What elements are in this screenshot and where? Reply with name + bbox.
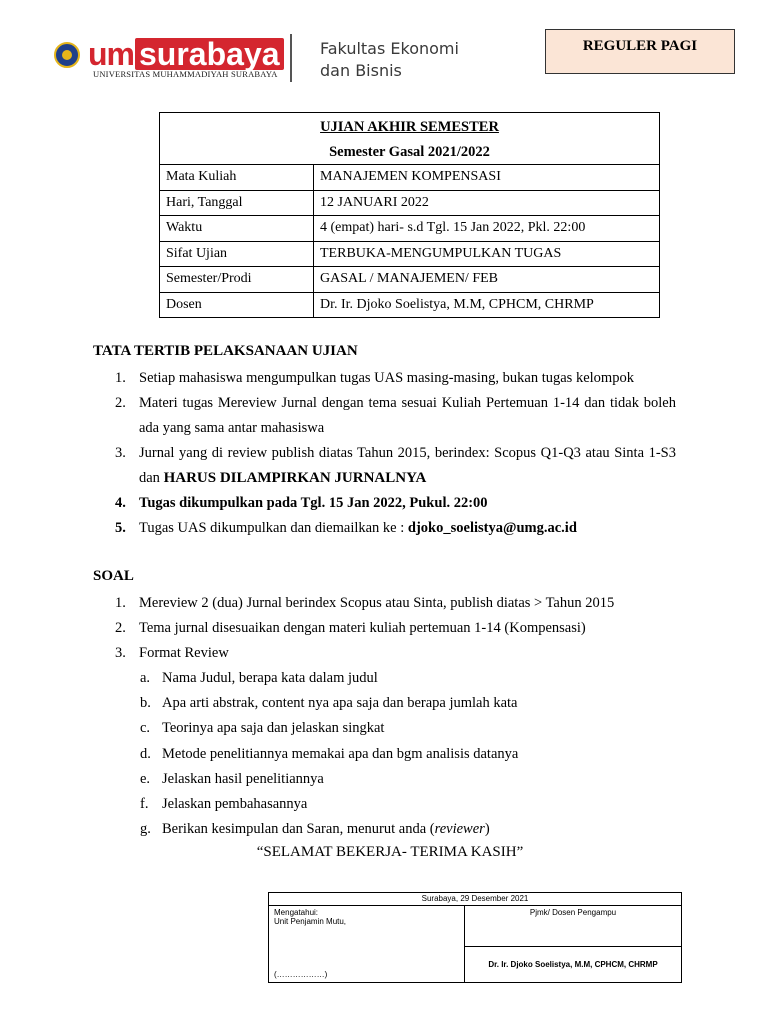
row-value: 4 (empat) hari- s.d Tgl. 15 Jan 2022, Pkl. 22:00 (314, 216, 660, 242)
item-text: Berikan kesimpulan dan Saran, menurut anda ( (162, 821, 435, 838)
table-row (160, 241, 660, 267)
item-letter: d. (140, 745, 151, 762)
item-letter: a. (140, 670, 151, 686)
item-text: Teorinya apa saja dan jelaskan singkat (162, 720, 385, 737)
list-item (93, 391, 676, 441)
row-label: Dosen (160, 292, 314, 318)
lecturer-name: Dr. Ir. Djoko Soelistya, M.M, CPHCM, CHRMP (465, 947, 682, 983)
item-number: 2. (115, 395, 126, 411)
item-letter: e. (140, 770, 151, 787)
faculty-line-1: Fakultas Ekonomi (320, 39, 459, 58)
item-number: 3. (115, 645, 126, 661)
row-label: Semester/Prodi (160, 267, 314, 293)
table-row (160, 190, 660, 216)
exam-title: UJIAN AKHIR SEMESTER (160, 113, 660, 139)
sub-list-item (93, 742, 676, 767)
list-item (93, 491, 676, 516)
item-number: 1. (115, 595, 126, 611)
list-item (93, 641, 676, 666)
item-text: Jelaskan hasil penelitiannya (162, 770, 324, 787)
lecturer-title: Pjmk/ Dosen Pengampu (465, 906, 682, 947)
list-item (93, 441, 676, 491)
quality-unit-label: Unit Penjamin Mutu, (274, 917, 347, 926)
item-letter: b. (140, 695, 151, 712)
item-italic-text: reviewer (434, 821, 485, 838)
item-number: 2. (115, 620, 126, 636)
row-label: Sifat Ujian (160, 241, 314, 267)
row-label: Hari, Tanggal (160, 190, 314, 216)
item-number: 5. (115, 520, 126, 536)
item-number: 4. (115, 495, 126, 511)
item-text: Jelaskan pembahasannya (162, 796, 308, 813)
rules-title: TATA TERTIB PELAKSANAAN UJIAN (93, 343, 358, 359)
item-letter: g. (140, 821, 151, 838)
university-name: UNIVERSITAS MUHAMMADIYAH SURABAYA (93, 69, 278, 79)
item-text: Tema jurnal disesuaikan dengan materi kuliah pertemuan 1-14 (Kompensasi) (139, 620, 586, 636)
signature-date: Surabaya, 29 Desember 2021 (269, 893, 682, 906)
acknowledged-label: Mengatahui: (274, 908, 319, 917)
row-value: TERBUKA-MENGUMPULKAN TUGAS (314, 241, 660, 267)
table-row (160, 267, 660, 293)
rules-list (93, 366, 676, 541)
exam-info-table (159, 112, 660, 318)
sub-list-item (93, 817, 676, 842)
item-letter: f. (140, 796, 149, 813)
quality-unit-cell (269, 906, 465, 983)
list-item (93, 591, 676, 616)
row-value: Dr. Ir. Djoko Soelistya, M.M, CPHCM, CHRMP (314, 292, 660, 318)
logo-um-text: um (88, 36, 134, 72)
soal-list (93, 591, 676, 842)
sub-list-item (93, 691, 676, 716)
table-row (160, 165, 660, 191)
item-number: 1. (115, 370, 126, 386)
sub-list-item (93, 716, 676, 741)
item-text: Materi tugas Mereview Jurnal dengan tema sesuai Kuliah Pertemuan 1-14 dan tidak boleh ada yang sama antar mahasiswa (139, 395, 676, 436)
university-seal-icon (54, 42, 80, 68)
row-label: Mata Kuliah (160, 165, 314, 191)
header-divider (290, 34, 292, 82)
item-text: Tugas dikumpulkan pada Tgl. 15 Jan 2022, Pukul. 22:00 (139, 495, 488, 511)
row-label: Waktu (160, 216, 314, 242)
list-item (93, 366, 676, 391)
signature-placeholder: (………………) (274, 970, 328, 979)
item-text: Jurnal yang di review publish diatas Tahun 2015, berindex: Scopus Q1-Q3 atau Sinta 1-S3 dan (139, 445, 676, 486)
row-value: MANAJEMEN KOMPENSASI (314, 165, 660, 191)
list-item (93, 516, 676, 541)
item-number: 3. (115, 445, 126, 461)
class-badge: REGULER PAGI (545, 29, 735, 74)
item-text: Mereview 2 (dua) Jurnal berindex Scopus atau Sinta, publish diatas > Tahun 2015 (139, 595, 615, 611)
item-bold-text: HARUS DILAMPIRKAN JURNALNYA (163, 470, 427, 486)
sub-list-item (93, 792, 676, 817)
item-text: Metode penelitiannya memakai apa dan bgm analisis datanya (162, 745, 519, 762)
email-address: djoko_soelistya@umg.ac.id (407, 520, 577, 536)
item-letter: c. (140, 720, 151, 737)
soal-title: SOAL (93, 568, 134, 584)
item-text-after: ) (484, 821, 490, 838)
logo-surabaya-text: surabaya (135, 38, 284, 70)
row-value: 12 JANUARI 2022 (314, 190, 660, 216)
faculty-name (320, 38, 459, 82)
item-text: Format Review (139, 645, 229, 661)
item-text: Setiap mahasiswa mengumpulkan tugas UAS masing-masing, bukan tugas kelompok (139, 370, 634, 386)
sub-list-item (93, 767, 676, 792)
table-row (160, 216, 660, 242)
item-text: Apa arti abstrak, content nya apa saja dan berapa jumlah kata (162, 695, 518, 712)
sub-list-item (93, 666, 676, 691)
item-text: Nama Judul, berapa kata dalam judul (162, 670, 378, 686)
row-value: GASAL / MANAJEMEN/ FEB (314, 267, 660, 293)
item-text: Tugas UAS dikumpulkan dan diemailkan ke : (139, 520, 408, 536)
faculty-line-2: dan Bisnis (320, 61, 402, 80)
list-item (93, 616, 676, 641)
closing-message: “SELAMAT BEKERJA- TERIMA KASIH” (256, 844, 524, 860)
document-header (0, 0, 768, 100)
signature-table (268, 892, 682, 983)
exam-semester: Semester Gasal 2021/2022 (160, 139, 660, 165)
table-row (160, 292, 660, 318)
university-logo (88, 36, 284, 70)
